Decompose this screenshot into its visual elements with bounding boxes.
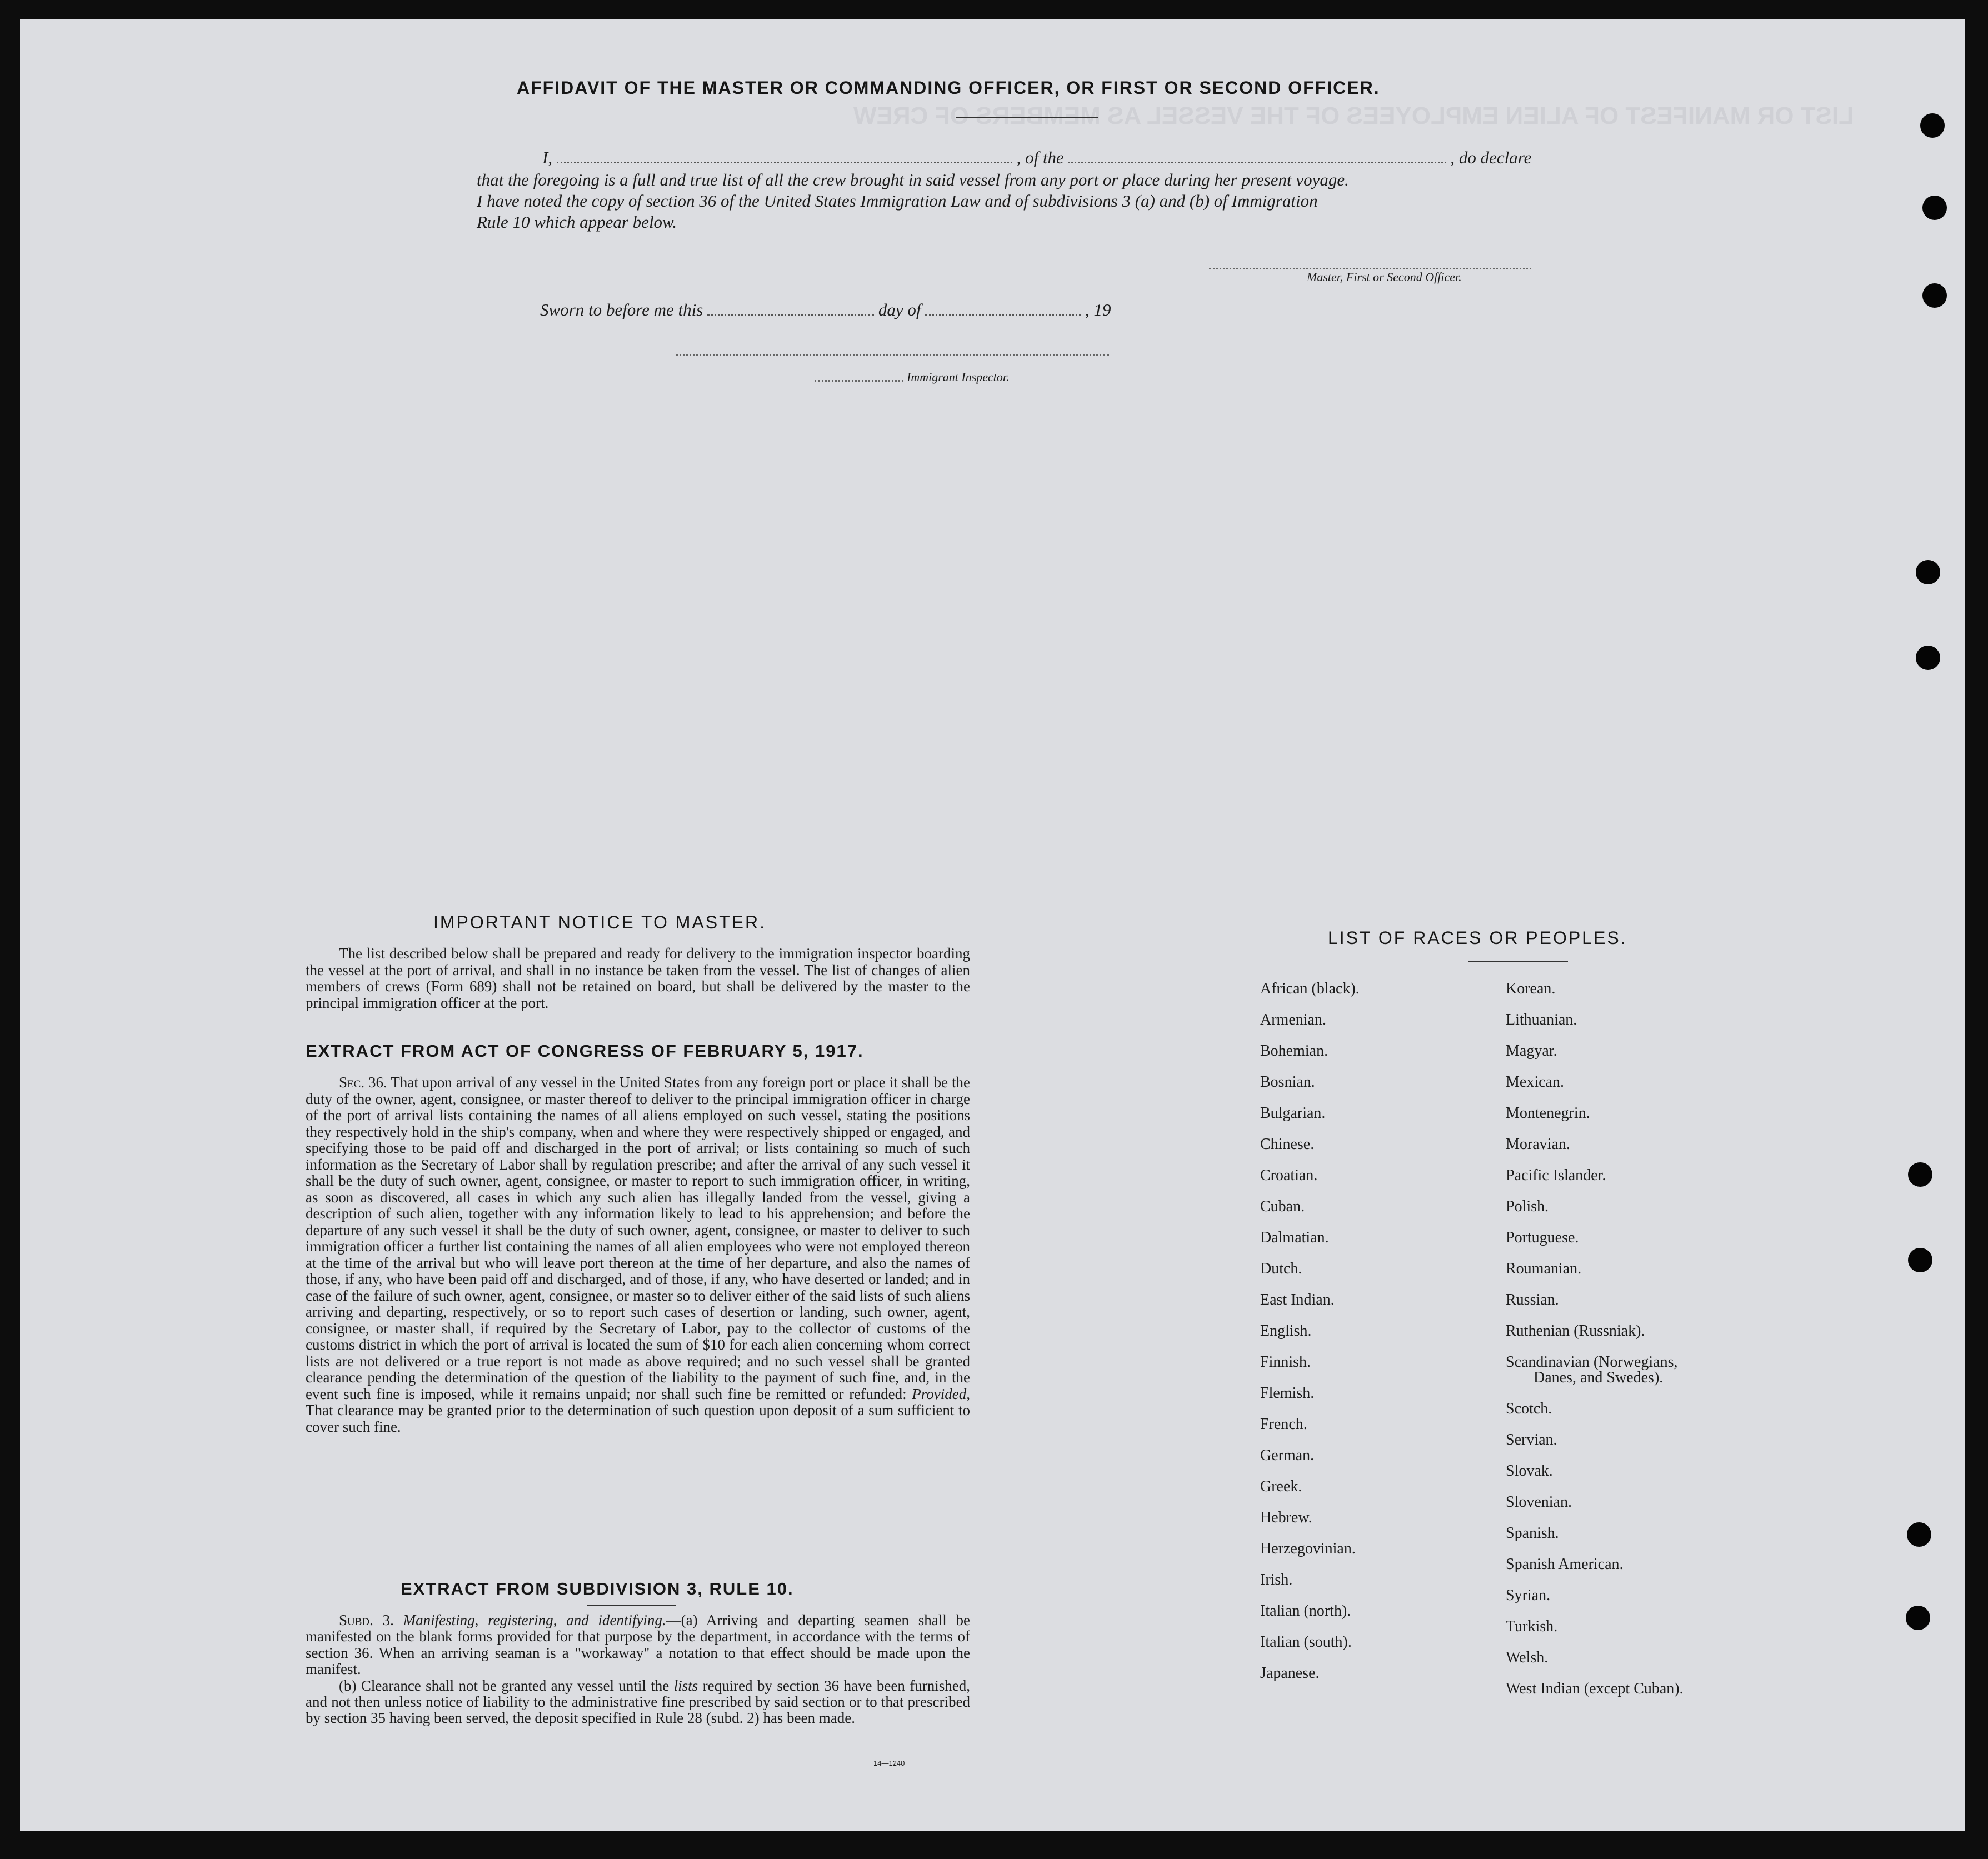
race-item: West Indian (except Cuban). — [1506, 1680, 1684, 1697]
vessel-name-field[interactable] — [1068, 158, 1446, 163]
form-number: 14—1240 — [873, 1759, 905, 1767]
section-36-paragraph — [306, 1075, 970, 1435]
race-item: Korean. — [1506, 980, 1556, 997]
subd-b-lists: lists — [673, 1677, 698, 1694]
race-item: Herzegovinian. — [1260, 1540, 1356, 1557]
sworn-year: , 19 — [1085, 300, 1111, 319]
subd-b-rest: required by section 36 have been furnished, and not then unless notice of liability to the administrative fine prescribed by said section or to that prescribed by section 35 having been served, the deposit specified in Rule 28 (subd. 2) has been made. — [306, 1677, 971, 1727]
subd-paragraph-a: —(a) Arriving and departing seamen shall be manifested on the blank forms provided for that purpose by the department, in accordance with the terms of section 36. When an arriving seaman is a "workaway" a notation to that effect should be made upon the manifest. — [306, 1612, 970, 1678]
notice-paragraph: The list described below shall be prepared and ready for delivery to the immigration inspector boarding the vessel at the port of arrival, and shall in no instance be taken from the vessel. The list of changes of alien members of crews (Form 689) shall not be retained on board, but shall be delivered by the master to the principal immigration officer at the port. — [306, 945, 970, 1011]
race-item: Italian (south). — [1260, 1633, 1352, 1651]
race-item: Servian. — [1506, 1431, 1557, 1448]
race-item: Moravian. — [1506, 1136, 1570, 1153]
inspector-label: Immigrant Inspector. — [907, 370, 1010, 384]
race-item: Finnish. — [1260, 1353, 1311, 1371]
document-page — [20, 19, 1965, 1831]
race-item: Welsh. — [1506, 1649, 1549, 1666]
race-item: Montenegrin. — [1506, 1105, 1590, 1122]
race-item: Irish. — [1260, 1571, 1293, 1588]
subd-heading: Manifesting, registering, and identifying. — [403, 1612, 666, 1628]
race-item: Japanese. — [1260, 1665, 1320, 1682]
notice-text — [306, 946, 970, 1011]
section-36-text: That upon arrival of any vessel in the United States from any foreign port or place it shall be the duty of the owner, agent, consignee, or master thereof to deliver to the principal immigration officer in charge of the port of arrival lists containing the names of all aliens employed on such vessel, stating the positions they respectively hold in the ship's company, when and where they were respectively shipped or engaged, and specifying those to be paid off and discharged in the port of arrival; or lists containing so much of such information as the Secretary of Labor shall by regulation prescribe; and after the arrival of any such vessel it shall be the duty of such owner, agent, consignee, or master to report to such immigration officer, in writing, as soon as discovered, all cases in which any such alien has illegally landed from the vessel, giving a description of such alien, together with any information likely to lead to his apprehension; and before the departure of any such vessel it shall be the duty of such owner, agent, consignee, or master to deliver to such immigration officer a further list containing the names of all alien employees who were not employed thereon at the time of the arrival but who will leave port thereon at the time of her departure, and also the names of those, if any, who have been paid off and discharged, and of those, if any, who have deserted or landed; and in case of the failure of such owner, agent, consignee, or master so to deliver either of the said lists of such aliens arriving and departing, respectively, or so to report such cases of desertion or landing, such owner, agent, consignee, or master shall, if required by the Secretary of Labor, pay to the collector of customs of the customs district in which the port of arrival is located the sum of $10 for each alien concerning whom correct lists are not delivered or a true report is not made as above required; and no such vessel shall be granted clearance pending the determination of the question of the liability to the payment of such fine, and, in the event such fine is imposed, while it remains unpaid; nor shall such fine be remitted or refunded: — [306, 1074, 971, 1402]
race-item: Scotch. — [1506, 1400, 1552, 1417]
inspector-signature-line-short — [815, 380, 903, 382]
race-item: Pacific Islander. — [1506, 1167, 1606, 1184]
race-item: Italian (north). — [1260, 1602, 1351, 1620]
binder-hole — [1908, 1248, 1932, 1272]
race-item: Lithuanian. — [1506, 1011, 1577, 1028]
race-item: Bosnian. — [1260, 1073, 1315, 1091]
notice-title: IMPORTANT NOTICE TO MASTER. — [433, 912, 766, 932]
race-item: Scandinavian (Norwegians, — [1506, 1353, 1678, 1371]
race-item: Slovenian. — [1506, 1493, 1572, 1511]
affidavit-line-4: Rule 10 which appear below. — [477, 212, 677, 232]
race-item: Spanish. — [1506, 1525, 1559, 1542]
race-item: Mexican. — [1506, 1073, 1564, 1091]
bleed-through-text: LIST OR MANIFEST OF ALIEN EMPLOYEES OF THE VESSEL AS MEMBERS OF CREW — [853, 102, 1854, 129]
race-item: French. — [1260, 1416, 1307, 1433]
provided-word: Provided, — [912, 1385, 970, 1402]
race-item: Flemish. — [1260, 1385, 1315, 1402]
race-item: Dalmatian. — [1260, 1229, 1329, 1246]
sworn-month-field[interactable] — [925, 311, 1081, 316]
race-item: German. — [1260, 1447, 1315, 1464]
subd-label: Subd. 3. — [339, 1612, 394, 1628]
inspector-signature-line[interactable] — [676, 354, 1109, 356]
race-item: Syrian. — [1506, 1587, 1551, 1604]
affidavit-line-2: that the foregoing is a full and true list of all the crew brought in said vessel from any port or place during her present voyage. — [477, 170, 1349, 189]
rule-extract-title: EXTRACT FROM SUBDIVISION 3, RULE 10. — [401, 1579, 794, 1598]
race-item: Portuguese. — [1506, 1229, 1579, 1246]
race-item: Turkish. — [1506, 1618, 1558, 1635]
subd-b-prefix: (b) Clearance shall not be granted any vessel until the — [339, 1677, 670, 1694]
subdivision-b-paragraph — [306, 1678, 970, 1727]
binder-hole — [1907, 1522, 1931, 1547]
race-item: Croatian. — [1260, 1167, 1318, 1184]
race-item: Roumanian. — [1506, 1260, 1582, 1277]
race-item: Russian. — [1506, 1291, 1559, 1308]
race-item: Dutch. — [1260, 1260, 1302, 1277]
affidavit-line-1 — [542, 148, 1568, 168]
race-item: Spanish American. — [1506, 1556, 1624, 1573]
binder-hole — [1908, 1162, 1932, 1187]
race-item: Bohemian. — [1260, 1042, 1328, 1060]
sworn-line — [540, 300, 1111, 320]
race-item: Hebrew. — [1260, 1509, 1312, 1526]
race-item: Cuban. — [1260, 1198, 1305, 1215]
signature-line[interactable] — [1209, 268, 1531, 269]
declarant-name-field[interactable] — [557, 158, 1012, 163]
race-item: Ruthenian (Russniak). — [1506, 1322, 1645, 1340]
races-right-column — [1506, 973, 1684, 1705]
affidavit-divider — [956, 117, 1098, 118]
binder-hole — [1920, 113, 1945, 138]
act-extract-title: EXTRACT FROM ACT OF CONGRESS OF FEBRUARY 5, 1917. — [306, 1041, 864, 1061]
race-item: Magyar. — [1506, 1042, 1557, 1060]
race-item: English. — [1260, 1322, 1312, 1340]
sworn-day-of: day of — [878, 300, 921, 319]
binder-hole — [1906, 1606, 1930, 1630]
races-title: LIST OF RACES OR PEOPLES. — [1328, 928, 1627, 948]
races-left-column — [1260, 973, 1360, 1689]
act-extract-text — [306, 1075, 970, 1435]
binder-hole — [1922, 196, 1947, 220]
race-item: Slovak. — [1506, 1462, 1553, 1480]
binder-hole — [1916, 560, 1940, 584]
race-item: Danes, and Swedes). — [1534, 1369, 1664, 1386]
rule-extract-text — [306, 1612, 970, 1727]
rule-extract-title-underline — [587, 1605, 676, 1606]
section-36-text-end: That clearance may be granted prior to the determination of such question upon deposit of a sum sufficient to cover such fine. — [306, 1402, 970, 1435]
sworn-prefix: Sworn to before me this — [540, 300, 703, 319]
races-title-divider — [1468, 961, 1568, 962]
of-the-text: , of the — [1016, 148, 1064, 167]
affidavit-line-3: I have noted the copy of section 36 of the United States Immigration Law and of subdivisions 3 (a) and (b) of Immigration — [477, 191, 1318, 211]
race-item: Greek. — [1260, 1478, 1302, 1495]
race-item: Armenian. — [1260, 1011, 1326, 1028]
declarant-prefix: I, — [542, 148, 553, 167]
affidavit-title: AFFIDAVIT OF THE MASTER OR COMMANDING OFFICER, OR FIRST OR SECOND OFFICER. — [517, 78, 1380, 98]
section-label: Sec. 36. — [339, 1074, 387, 1091]
binder-hole — [1916, 646, 1940, 670]
binder-hole — [1922, 283, 1947, 308]
declare-text: , do declare — [1450, 148, 1532, 167]
sworn-date-field[interactable] — [707, 311, 874, 316]
race-item: East Indian. — [1260, 1291, 1335, 1308]
race-item: Chinese. — [1260, 1136, 1315, 1153]
race-item: Bulgarian. — [1260, 1105, 1326, 1122]
race-item: Polish. — [1506, 1198, 1549, 1215]
signature-label: Master, First or Second Officer. — [1307, 270, 1462, 284]
race-item: African (black). — [1260, 980, 1360, 997]
subdivision-a-paragraph — [306, 1612, 970, 1678]
